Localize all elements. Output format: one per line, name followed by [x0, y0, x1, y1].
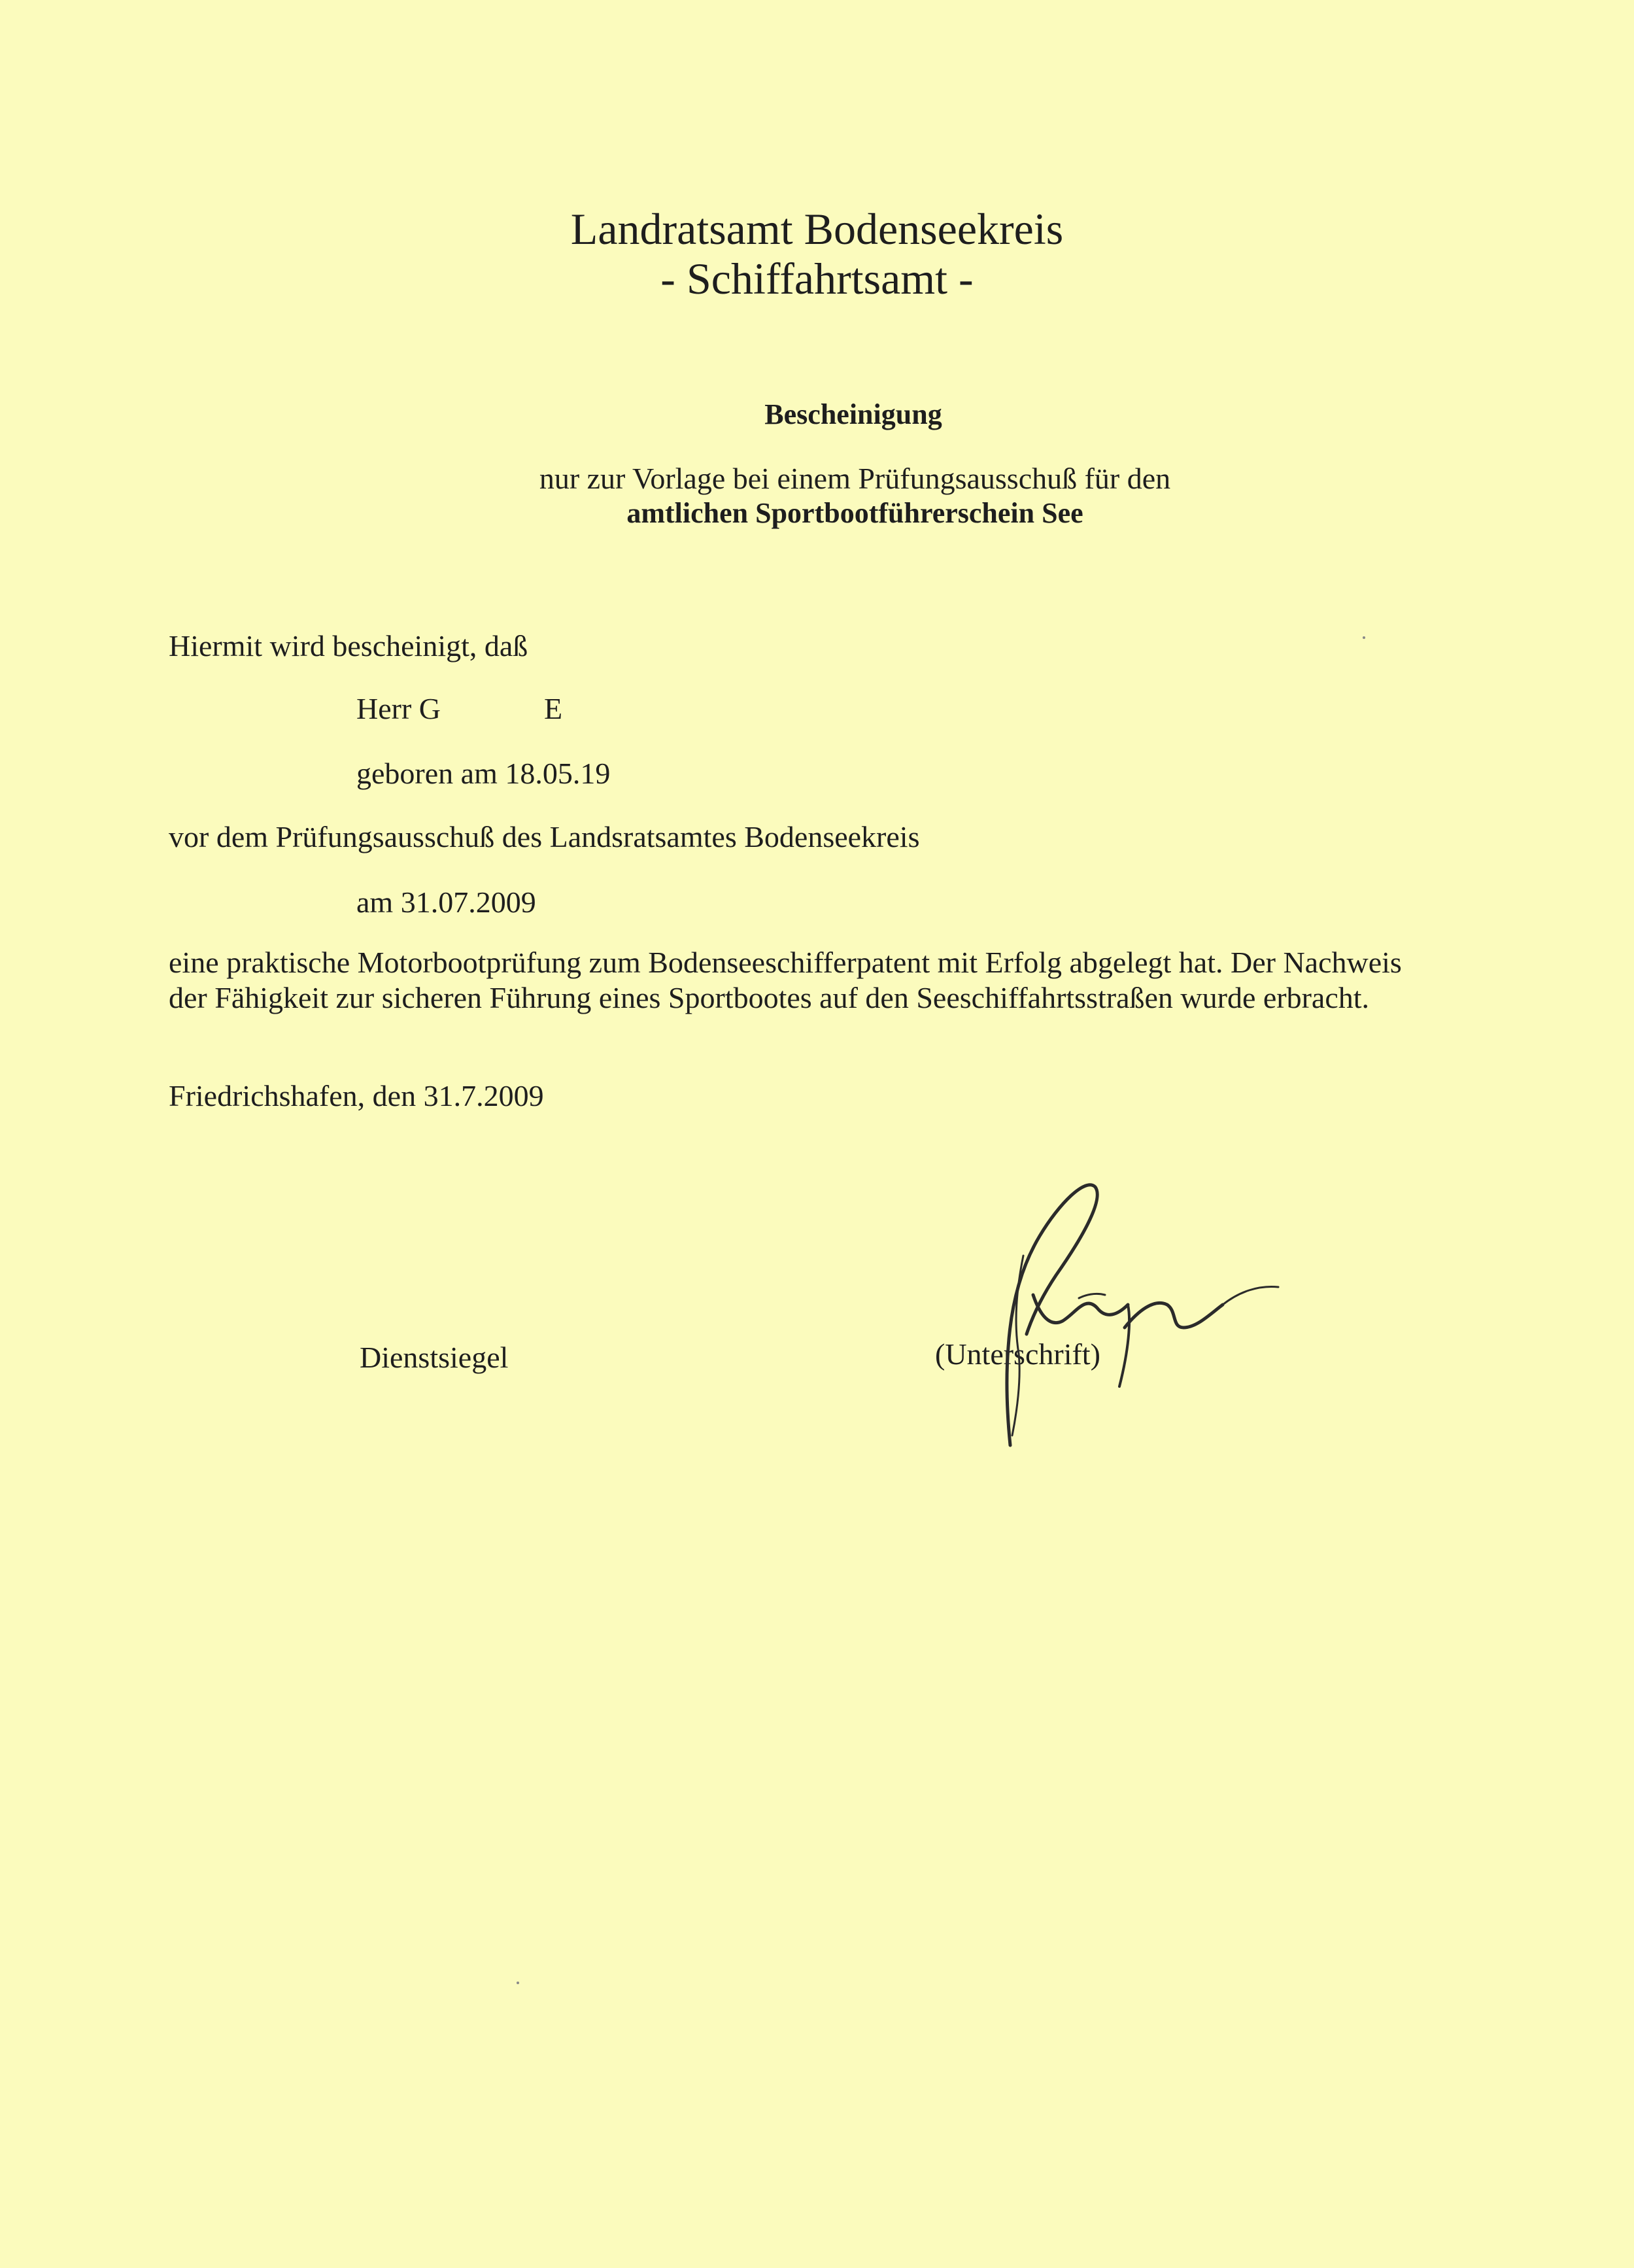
birth-date: geboren am 18.05.19	[356, 757, 611, 790]
purpose-line: nur zur Vorlage bei einem Prüfungsausschuß für den	[539, 462, 1171, 495]
exam-date: am 31.07.2009	[356, 885, 536, 919]
scan-speck	[1363, 636, 1365, 639]
place-date: Friedrichshafen, den 31.7.2009	[169, 1079, 544, 1112]
scan-speck	[517, 1982, 519, 1984]
license-name: amtlichen Sportbootführerschein See	[626, 497, 1083, 529]
result-text-line1: eine praktische Motorbootprüfung zum Bodenseeschifferpatent mit Erfolg abgelegt hat. Der Nachweis	[169, 946, 1402, 979]
candidate-name-suffix: E	[544, 692, 563, 725]
authority-name: Landratsamt Bodenseekreis	[570, 204, 1064, 254]
committee-text: vor dem Prüfungsausschuß des Landsratsamtes Bodenseekreis	[169, 820, 920, 853]
office-name: - Schiffahrtsamt -	[660, 254, 974, 303]
candidate-name-prefix: Herr G	[356, 692, 441, 725]
handwritten-signature	[981, 1164, 1295, 1465]
seal-label: Dienstsiegel	[360, 1341, 509, 1374]
document-title: Bescheinigung	[764, 398, 942, 430]
intro-text: Hiermit wird bescheinigt, daß	[169, 629, 528, 662]
result-text-line2: der Fähigkeit zur sicheren Führung eines Sportbootes auf den Seeschiffahrtsstraßen wurde erbracht.	[169, 981, 1370, 1014]
signature-label: (Unterschrift)	[935, 1337, 1100, 1371]
